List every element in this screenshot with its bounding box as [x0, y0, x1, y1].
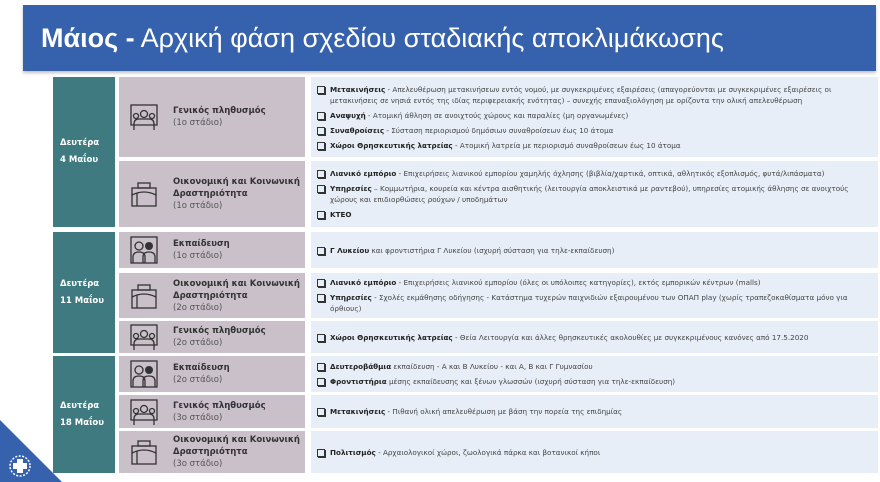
category-cell	[119, 321, 305, 353]
measure-text: - Επιχειρήσεις λιανικού εμπορίου (όλες οι υπόλοιπες κατηγορίες), εκτός εμπορικών κέντρων (malls)	[396, 278, 761, 287]
measure-item	[330, 406, 870, 417]
measure-text: - Αρχαιολογικοί χώροι, ζωολογικά πάρκα και βοτανικοί κήποι	[375, 447, 601, 457]
people-icon	[129, 397, 159, 427]
measure-title: Δευτεροβάθμια	[330, 362, 392, 371]
category-cell	[119, 395, 305, 428]
date-value: 18 Μαΐου	[60, 417, 104, 428]
stage-label: (2ο στάδιο)	[173, 338, 223, 348]
measure-title: Χώροι Θρησκευτικής λατρείας	[330, 332, 453, 342]
measure-text: - Απελευθέρωση μετακινήσεων εντός νομού, με συγκεκριμένες εξαιρέσεις (απαγορεύονται με συγκεκριμένες εξαιρέσεις οι μετακινήσεις σε νησιά εντός της ιδίας περιφερειακής ενότητας) – συνεχής επαναξιολόγηση με ορίζοντα την ολική απελευθέρωση	[330, 84, 832, 105]
measure-item	[330, 125, 870, 136]
stage-label: (3ο στάδιο)	[173, 459, 223, 469]
students-icon	[129, 235, 159, 265]
measure-text: - Ατομική λατρεία με περιορισμό συναθροίσεων έως 10 άτομα	[452, 140, 681, 150]
title-month: Μάιος -	[41, 23, 135, 53]
measure-title: Αναψυχή	[330, 110, 366, 120]
date-value: 11 Μαΐου	[60, 295, 104, 306]
measure-title: Φροντιστήρια	[330, 377, 387, 386]
date-day: Δευτέρα	[60, 400, 100, 411]
title-text: Αρχική φάση σχεδίου σταδιακής αποκλιμάκωσης	[134, 23, 724, 53]
category-cell	[119, 356, 305, 392]
measure-text: εκπαίδευση - Α και Β Λυκείου - και Α, Β και Γ Γυμνασίου	[391, 362, 593, 371]
date-day: Δευτέρα	[60, 278, 100, 289]
measure-text: - Σχολές εκμάθησης οδήγησης - Κατάστημα τυχερών παιχνιδιών εξαιρουμένου των ΟΠΑΠ play (χωρίς τραπεζοκαθίσματα μόνο για όρθιους)	[330, 293, 848, 313]
stage-label: (2ο στάδιο)	[173, 375, 223, 385]
measure-title: Πολιτισμός	[330, 447, 376, 457]
measure-item	[330, 376, 870, 387]
measure-title: Γ Λυκείου	[330, 245, 370, 255]
measure-item	[330, 209, 870, 220]
measures-cell	[311, 356, 878, 392]
greek-government-emblem-icon	[0, 420, 62, 482]
category-label: Γενικός πληθυσμός	[173, 326, 266, 336]
measure-text: - Επιχειρήσεις λιανικού εμπορίου χαμηλής όχλησης (βιβλία/χαρτικά, οπτικά, αθλητικός εξοπλισμός, φυτά/λιπάσματα)	[396, 169, 825, 178]
measure-item	[330, 332, 870, 343]
measure-item	[330, 84, 870, 106]
measure-title: Λιανικό εμπόριο	[330, 169, 397, 178]
category-label: Εκπαίδευση	[173, 239, 230, 249]
stage-label: (1ο στάδιο)	[173, 118, 223, 128]
measures-cell	[311, 232, 878, 268]
people-icon	[129, 102, 159, 132]
stage-label: (1ο στάδιο)	[173, 251, 223, 261]
briefcase-icon	[129, 179, 159, 209]
measure-item	[330, 183, 870, 205]
stage-label: (1ο στάδιο)	[173, 201, 223, 211]
briefcase-icon	[129, 437, 159, 467]
measure-title: Υπηρεσίες	[330, 184, 372, 193]
measures-cell	[311, 273, 878, 318]
measure-item	[330, 361, 870, 372]
category-cell	[119, 232, 305, 268]
measure-text: - Θεία Λειτουργία και άλλες θρησκευτικές ακολουθίες με συγκεκριμένους κανόνες από 17.5.2020	[452, 332, 809, 342]
category-label: Οικονομική και Κοινωνική Δραστηριότητα	[173, 278, 300, 301]
slide-title	[23, 5, 876, 71]
measure-title: ΚΤΕΟ	[330, 210, 352, 219]
measure-text: - Ατομική άθληση σε ανοιχτούς χώρους και παραλίες (μη οργανωμένες)	[365, 110, 629, 120]
measures-cell	[311, 321, 878, 353]
measure-text: – Κομμωτήρια, κουρεία και κέντρα αισθητικής (λειτουργία αποκλειστικά με ραντεβού), υπηρεσίες ατομικής άθλησης σε ανοιχτούς χώρους και επιδιορθώσεις ρούχων / υποδημάτων	[330, 184, 849, 204]
date-cell	[53, 77, 115, 227]
measure-item	[330, 168, 870, 179]
students-icon	[129, 359, 159, 389]
date-cell	[53, 356, 115, 473]
category-label: Γενικός πληθυσμός	[173, 106, 266, 116]
category-cell	[119, 431, 305, 473]
category-label: Εκπαίδευση	[173, 363, 230, 373]
category-cell	[119, 161, 305, 227]
measure-text: και φροντιστήρια Γ Λυκείου (ισχυρή σύσταση για τηλε-εκπαίδευση)	[369, 245, 615, 255]
category-label: Οικονομική και Κοινωνική Δραστηριότητα	[173, 177, 300, 199]
measure-title: Χώροι Θρησκευτικής λατρείας	[330, 140, 453, 150]
measure-title: Λιανικό εμπόριο	[330, 278, 397, 287]
category-cell	[119, 273, 305, 318]
measure-item	[330, 447, 870, 458]
category-cell	[119, 77, 305, 157]
measure-title: Συναθροίσεις	[330, 125, 385, 135]
category-label: Οικονομική και Κοινωνική Δραστηριότητα	[173, 435, 300, 457]
measure-item	[330, 292, 870, 314]
measures-cell	[311, 395, 878, 428]
measures-cell	[311, 77, 878, 157]
measure-text: - Πιθανή ολική απελευθέρωση με βάση την πορεία της επιδημίας	[385, 407, 623, 416]
stage-label: (2ο στάδιο)	[173, 302, 223, 313]
measure-item	[330, 277, 870, 288]
measure-item	[330, 110, 870, 121]
category-label: Γενικός πληθυσμός	[173, 400, 266, 411]
measure-title: Υπηρεσίες	[330, 293, 372, 302]
measure-title: Μετακινήσεις	[330, 407, 386, 416]
date-cell	[53, 232, 115, 353]
measure-title: Μετακινήσεις	[330, 84, 386, 94]
date-day: Δευτέρα	[60, 138, 100, 148]
date-value: 4 Μαΐου	[60, 155, 99, 165]
measures-cell	[311, 161, 878, 227]
measure-item	[330, 245, 870, 256]
measure-text: μέσης εκπαίδευσης και ξένων γλωσσών (ισχυρή σύσταση για τηλε-εκπαίδευση)	[386, 377, 676, 386]
briefcase-icon	[129, 281, 159, 311]
people-icon	[129, 322, 159, 352]
measures-cell	[311, 431, 878, 473]
measure-text: - Σύσταση περιορισμού δημόσιων συναθροίσεων έως 10 άτομα	[384, 125, 614, 135]
stage-label: (3ο στάδιο)	[173, 412, 223, 423]
measure-item	[330, 140, 870, 151]
